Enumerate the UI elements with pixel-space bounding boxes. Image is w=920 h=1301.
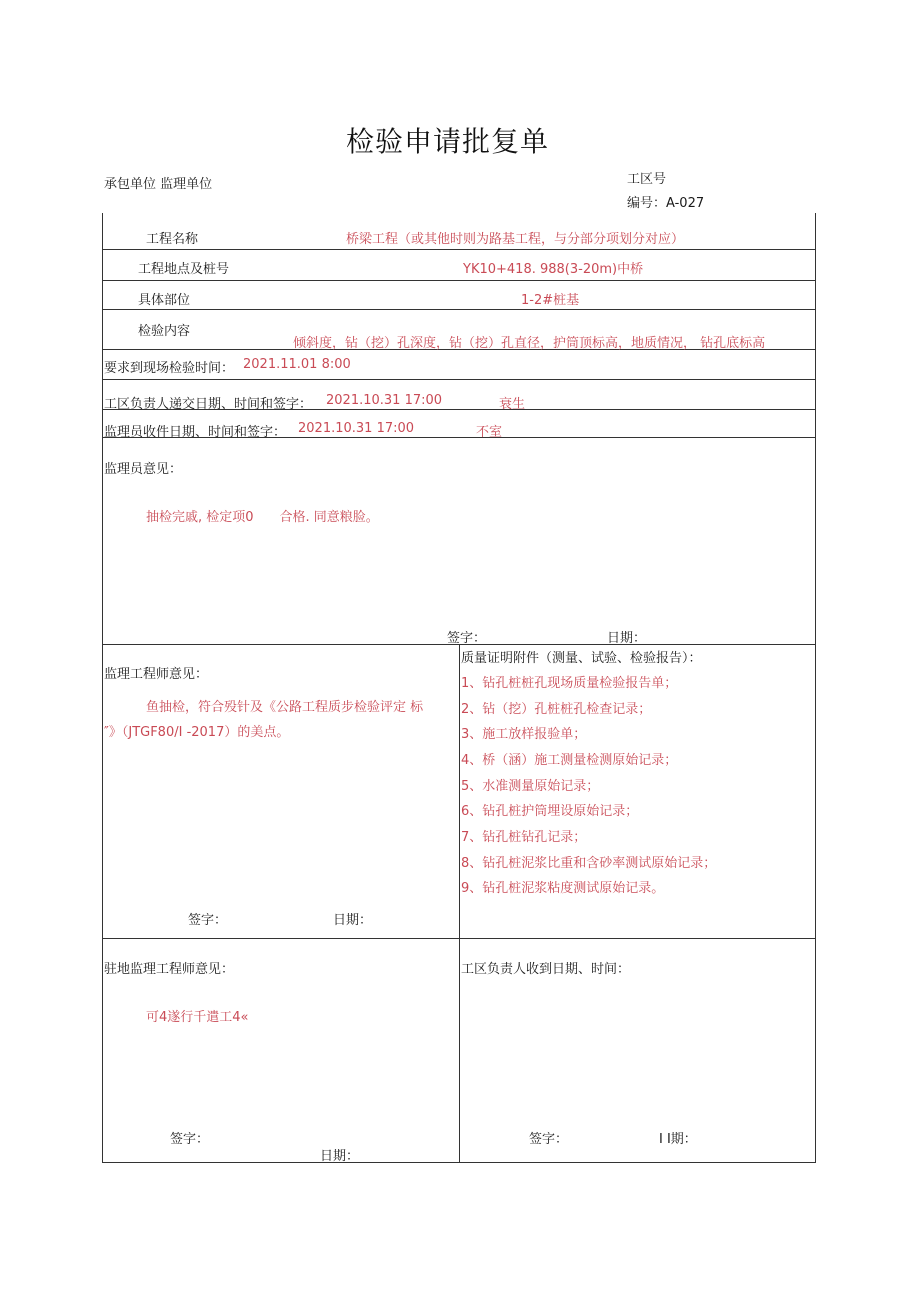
attachment-item: 9、钻孔桩泥浆粘度测试原始记录。	[461, 881, 665, 896]
content-value: 倾斜度，钻（挖）孔深度，钻（挖）孔直径，护筒顶标高，地质情况， 钻孔底标高	[293, 336, 766, 351]
column-divider	[459, 644, 460, 1163]
engineer-date-label: 日期：	[333, 913, 373, 928]
project-name-label: 工程名称	[146, 232, 199, 247]
row-divider	[102, 249, 816, 250]
attachment-item: 3、施工放样报验单；	[461, 727, 587, 742]
engineer-sign-label: 签字：	[188, 913, 228, 928]
contractor-supervisor-label: 承包单位 监理单位	[104, 177, 213, 192]
required-time-label: 要求到现场检验时间：	[104, 361, 235, 376]
resident-sign-label: 签字：	[170, 1132, 210, 1147]
required-time-value: 2021.11.01 8:00	[243, 357, 351, 372]
receive-label: 监理员收件日期、时间和签字：	[104, 425, 287, 440]
attachment-item: 5、水准测量原始记录；	[461, 779, 600, 794]
table-left-border	[102, 213, 103, 1163]
attachments-label: 质量证明附件（测量、试验、检验报告）：	[461, 651, 702, 666]
submit-time: 2021.10.31 17:00	[326, 393, 443, 408]
part-label: 具体部位	[138, 293, 191, 308]
engineer-opinion-line1: 鱼抽检，符合殁针及《公路工程质步检验评定 标	[146, 700, 424, 715]
district-receipt-label: 工区负责人收到日期、时间：	[461, 962, 631, 977]
submit-label: 工区负责人递交日期、时间和签字：	[104, 397, 313, 412]
location-value: YK10+418. 988(3-20m)中桥	[463, 262, 644, 277]
part-value: 1-2#桩基	[521, 293, 580, 308]
supervisor-sign-label: 签字：	[447, 631, 487, 646]
attachment-item: 2、钻（挖）孔桩桩孔检查记录；	[461, 702, 652, 717]
project-name-value: 桥梁工程（或其他时则为路基工程，与分部分项划分对应）	[346, 232, 685, 247]
resident-date-label: 日期：	[320, 1149, 360, 1164]
district-no-label: 工区号	[627, 172, 667, 187]
receive-signature: 不室	[476, 425, 503, 440]
content-label: 检验内容	[138, 324, 191, 339]
serial-number: 编号：A-027	[627, 196, 705, 211]
table-right-border	[815, 213, 816, 1163]
supervisor-opinion-label: 监理员意见：	[104, 462, 183, 477]
attachment-item: 1、钻孔桩桩孔现场质量检验报告单；	[461, 676, 678, 691]
submit-signature: 衰生	[499, 397, 526, 412]
resident-opinion-text: 可4遂行千遣工4«	[146, 1010, 249, 1025]
page-title: 检验申请批复单	[346, 125, 550, 158]
district-sign-label: 签字：	[529, 1132, 569, 1147]
engineer-opinion-label: 监理工程师意见：	[104, 667, 209, 682]
receive-time: 2021.10.31 17:00	[298, 421, 415, 436]
attachment-item: 4、桥（涵）施工测量检测原始记录；	[461, 753, 678, 768]
engineer-opinion-line2: ″》（JTGF80/I -2017）的美点。	[104, 725, 290, 740]
supervisor-opinion-text: 抽检完戚, 检定项0 合格. 同意粮脸。	[146, 510, 379, 525]
attachment-item: 8、钻孔桩泥浆比重和含砂率测试原始记录；	[461, 856, 717, 871]
supervisor-date-label: 日期：	[607, 631, 647, 646]
district-date-label: I I期：	[659, 1132, 697, 1147]
attachment-item: 7、钻孔桩钻孔记录；	[461, 830, 587, 845]
row-divider	[102, 379, 816, 380]
attachment-item: 6、钻孔桩护筒埋设原始记录；	[461, 804, 639, 819]
row-divider	[102, 280, 816, 281]
row-divider	[102, 309, 816, 310]
resident-opinion-label: 驻地监理工程师意见：	[104, 962, 235, 977]
location-label: 工程地点及桩号	[138, 262, 230, 277]
